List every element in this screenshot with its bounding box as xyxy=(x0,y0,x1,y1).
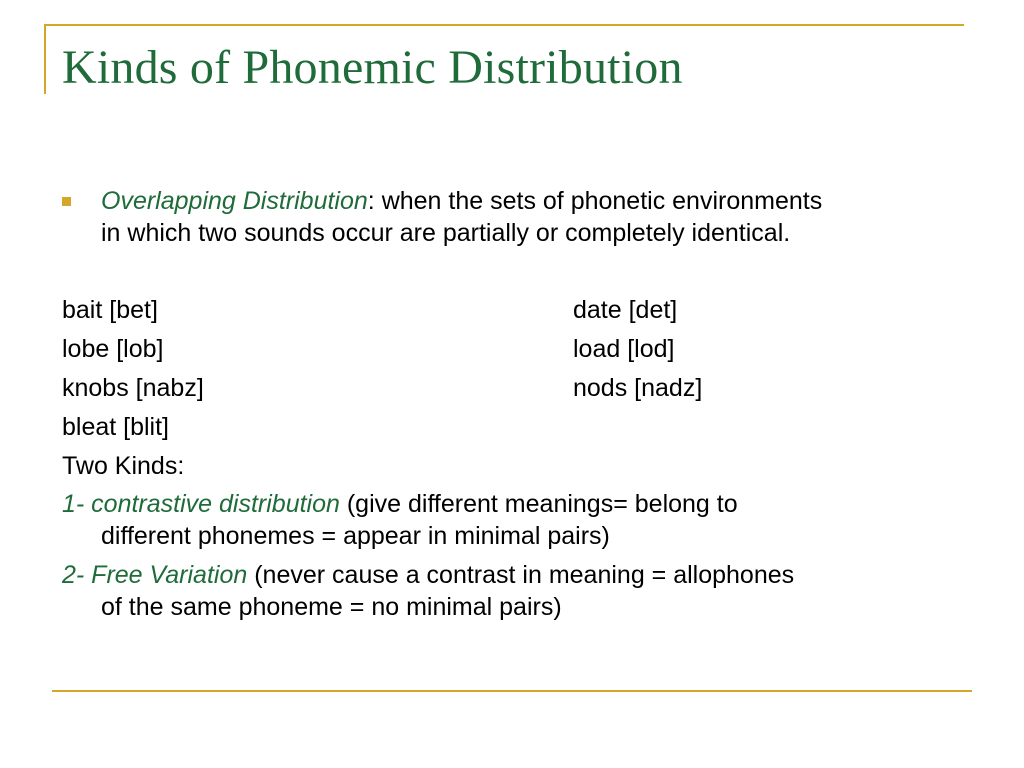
bottom-rule xyxy=(52,690,972,692)
kind-item-contrastive xyxy=(62,488,972,552)
example-row xyxy=(62,293,972,332)
slide-title: Kinds of Phonemic Distribution xyxy=(62,41,683,94)
example-right: load [lod] xyxy=(573,335,675,363)
kind-term: 2- Free Variation xyxy=(62,561,248,589)
left-rule xyxy=(44,24,46,94)
examples-block xyxy=(62,293,972,630)
example-right: date [det] xyxy=(573,296,678,324)
kind-item-free-variation xyxy=(62,559,972,623)
kind-line-1 xyxy=(62,559,972,591)
top-rule xyxy=(44,24,964,26)
kind-line-1 xyxy=(62,488,972,520)
example-left: bait [bet] xyxy=(62,296,158,324)
example-right: nods [nadz] xyxy=(573,374,703,402)
kind-term: 1- contrastive distribution xyxy=(62,490,340,518)
two-kinds-label: Two Kinds: xyxy=(62,452,185,480)
example-row xyxy=(62,371,972,410)
kind-desc-2: of the same phoneme = no minimal pairs) xyxy=(101,593,562,621)
example-left: bleat [blit] xyxy=(62,413,170,441)
bullet-square-icon xyxy=(62,197,71,206)
kind-desc-1: (never cause a contrast in meaning = allophones xyxy=(247,561,795,589)
definition-line-1: : when the sets of phonetic environments xyxy=(367,187,823,215)
kind-desc-1: (give different meanings= belong to xyxy=(339,490,738,518)
definition-bullet xyxy=(62,185,972,249)
definition-term: Overlapping Distribution xyxy=(101,187,368,215)
example-row xyxy=(62,410,972,449)
kind-desc-2: different phonemes = appear in minimal pairs) xyxy=(101,522,610,550)
example-left: lobe [lob] xyxy=(62,335,164,363)
definition-text xyxy=(101,185,972,249)
definition-line-2: in which two sounds occur are partially or completely identical. xyxy=(101,219,791,247)
example-row xyxy=(62,332,972,371)
example-left: knobs [nabz] xyxy=(62,374,204,402)
